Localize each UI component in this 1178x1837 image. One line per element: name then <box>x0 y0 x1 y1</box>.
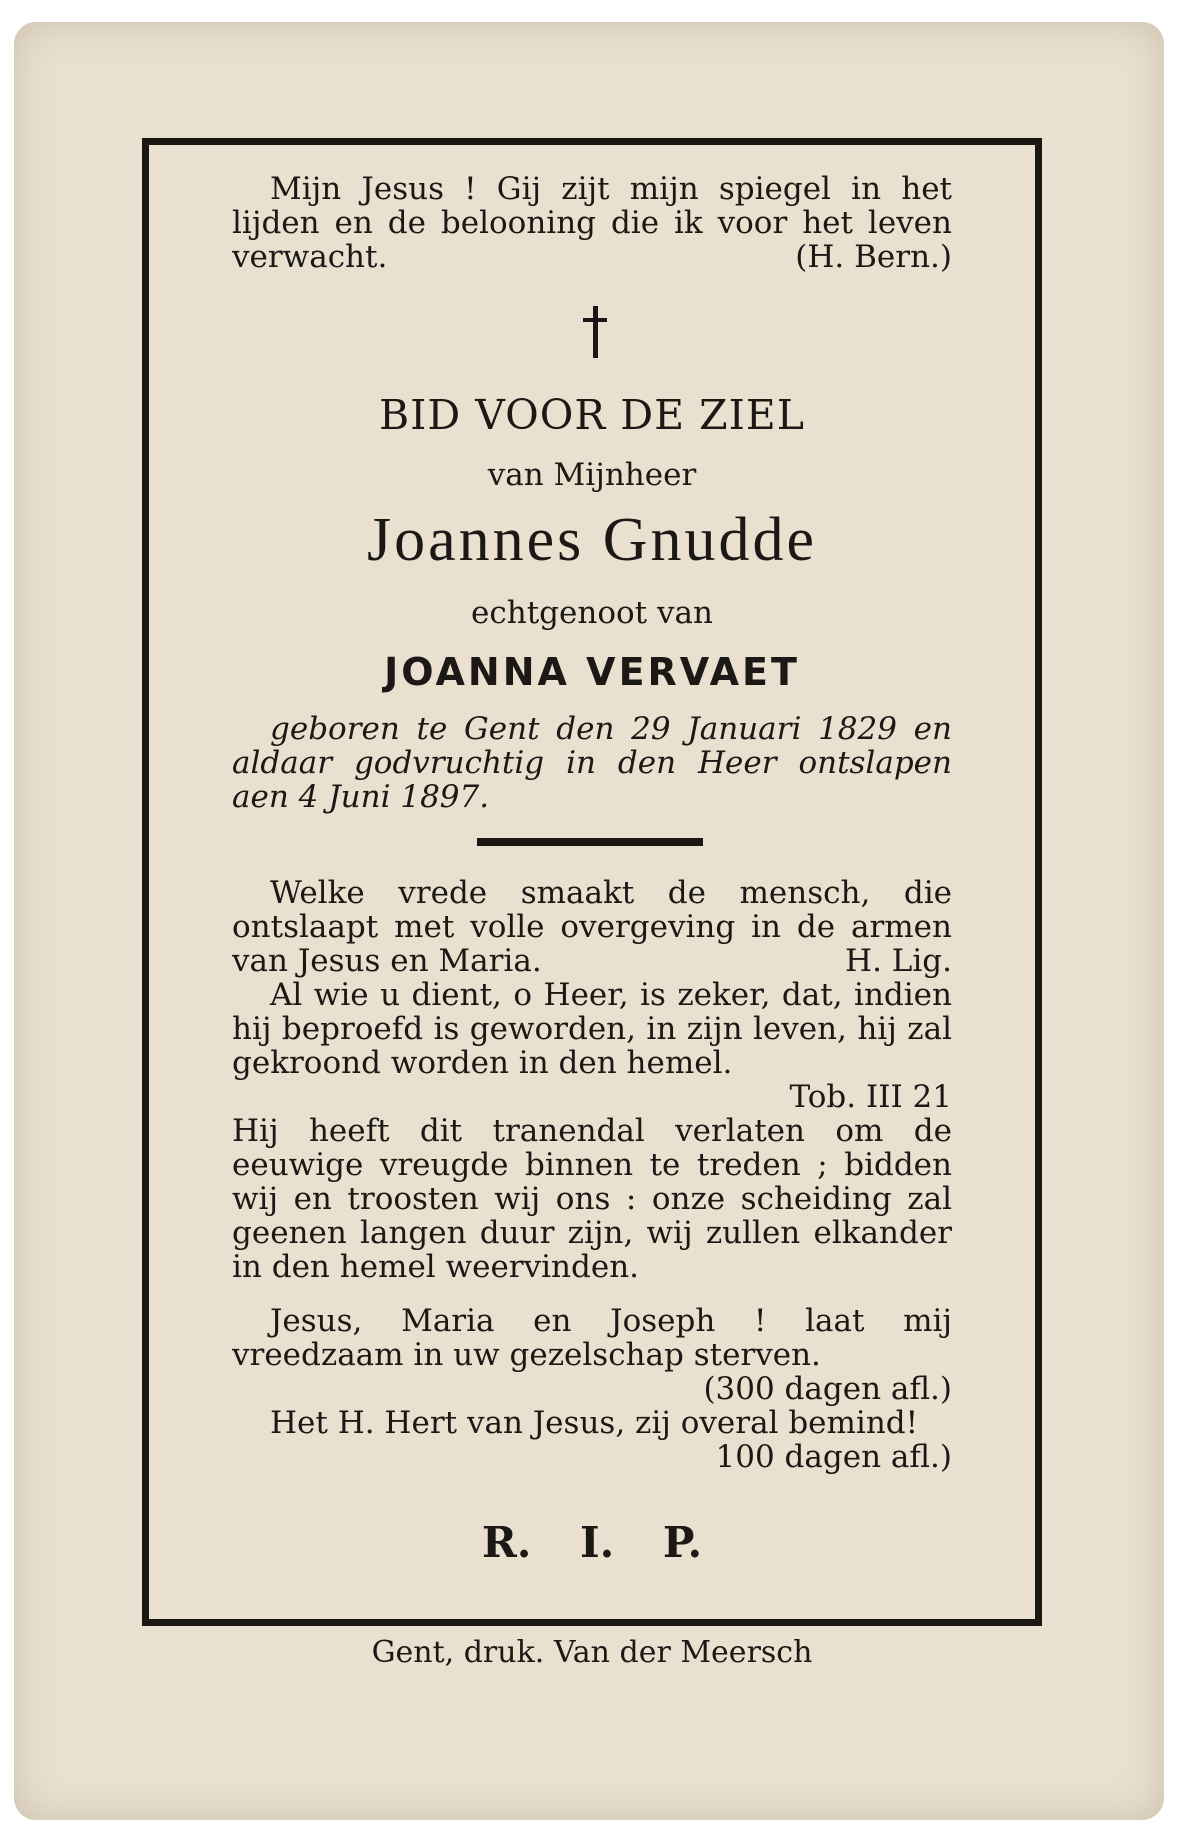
deceased-name: Joannes Gnudde <box>366 506 818 574</box>
rip-closing: R. I. P. <box>481 1518 703 1567</box>
verse-2-source: Tob. III 21 <box>789 1079 952 1115</box>
latin-cross-icon <box>580 306 610 360</box>
divider-rule <box>477 838 703 846</box>
verse-2-text: Al wie u dient, o Heer, is zeker, dat, indien hij beproefd is geworden, in zijn leven, hij zal gekroond worden in den hemel. <box>232 977 952 1081</box>
opening-quote-source: (H. Bern.) <box>795 239 952 275</box>
prayer-1-text: Jesus, Maria en Joseph ! laat mij vreedzaam in uw gezelschap sterven. <box>232 1303 952 1373</box>
prayer-2-text: Het H. Hert van Jesus, zij overal bemind! <box>270 1405 919 1441</box>
opening-quote-text: Mijn Jesus ! Gij zijt mijn spiegel in het lijden en de belooning die ik voor het leven verwacht. <box>232 171 952 275</box>
prayer-2-indulgence: 100 dagen afl.) <box>715 1439 952 1475</box>
verse-1-text: Welke vrede smaakt de mensch, die ontslaapt met volle overgeving in de armen van Jesus en Maria. <box>232 875 952 979</box>
spouse-prefix: echtgenoot van <box>471 595 713 631</box>
verse-3-text: Hij heeft dit tranendal verlaten om de eeuwige vreugde binnen te treden ; bidden wij en troosten wij ons : onze scheiding zal geenen langen duur zijn, wij zullen elkander in den hemel weervinden. <box>232 1113 952 1285</box>
birth-death-text: geboren te Gent den 29 Januari 1829 en aldaar godvruchtig in den Heer ontslapen aen 4 Juni 1897. <box>232 711 952 815</box>
prayer-heading: BID VOOR DE ZIEL <box>379 391 805 439</box>
printer-imprint: Gent, druk. Van der Meersch <box>371 1635 813 1670</box>
prayer-1-indulgence: (300 dagen afl.) <box>703 1371 952 1407</box>
spouse-name: JOANNA VERVAET <box>384 650 800 694</box>
title-prefix: van Mijnheer <box>487 457 697 493</box>
verse-1-source: H. Lig. <box>845 943 952 979</box>
